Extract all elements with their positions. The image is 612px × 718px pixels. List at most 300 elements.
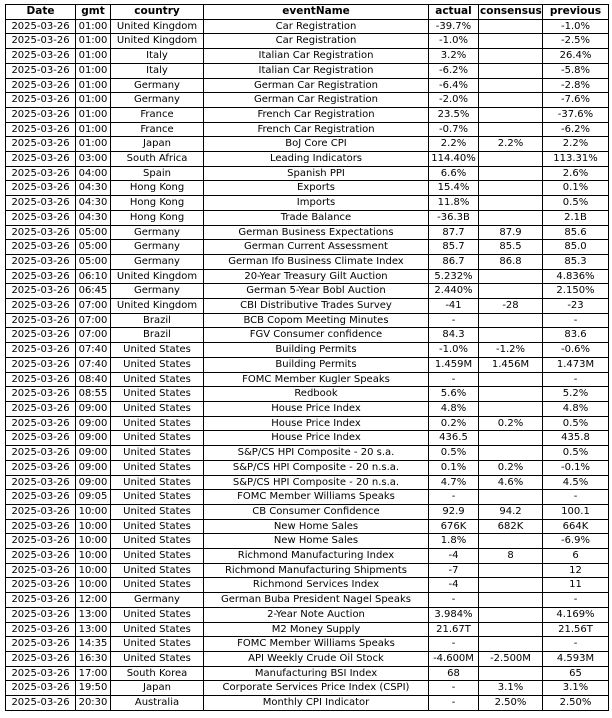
table-row xyxy=(6,696,609,711)
cell-date: 2025-03-26 xyxy=(6,372,76,387)
cell-consensus: 2.50% xyxy=(479,696,543,711)
cell-date: 2025-03-26 xyxy=(6,401,76,416)
cell-previous: - xyxy=(543,593,609,608)
cell-eventname: German Ifo Business Climate Index xyxy=(204,254,429,269)
cell-eventname: House Price Index xyxy=(204,416,429,431)
cell-actual: 3.984% xyxy=(429,607,479,622)
cell-gmt: 09:00 xyxy=(76,431,111,446)
cell-country: United States xyxy=(111,490,204,505)
cell-country: United States xyxy=(111,534,204,549)
cell-actual: -36.3B xyxy=(429,210,479,225)
cell-country: Japan xyxy=(111,681,204,696)
cell-gmt: 14:35 xyxy=(76,637,111,652)
cell-actual: 1.8% xyxy=(429,534,479,549)
cell-previous: 85.3 xyxy=(543,254,609,269)
cell-previous: 4.5% xyxy=(543,475,609,490)
cell-country: South Korea xyxy=(111,666,204,681)
table-row xyxy=(6,651,609,666)
cell-gmt: 01:00 xyxy=(76,78,111,93)
cell-date: 2025-03-26 xyxy=(6,254,76,269)
cell-consensus xyxy=(479,284,543,299)
cell-date: 2025-03-26 xyxy=(6,78,76,93)
cell-consensus: -1.2% xyxy=(479,343,543,358)
cell-eventname: Redbook xyxy=(204,387,429,402)
table-row xyxy=(6,93,609,108)
cell-eventname: CBI Distributive Trades Survey xyxy=(204,299,429,314)
cell-eventname: Building Permits xyxy=(204,343,429,358)
cell-actual: 676K xyxy=(429,519,479,534)
cell-gmt: 17:00 xyxy=(76,666,111,681)
cell-previous: 2.150% xyxy=(543,284,609,299)
cell-previous: 6 xyxy=(543,549,609,564)
cell-country: Australia xyxy=(111,696,204,711)
cell-actual: 0.2% xyxy=(429,416,479,431)
cell-actual: 4.8% xyxy=(429,401,479,416)
cell-previous: 664K xyxy=(543,519,609,534)
cell-date: 2025-03-26 xyxy=(6,63,76,78)
cell-consensus xyxy=(479,637,543,652)
cell-country: Italy xyxy=(111,63,204,78)
cell-eventname: FOMC Member Kugler Speaks xyxy=(204,372,429,387)
table-row xyxy=(6,299,609,314)
cell-gmt: 10:00 xyxy=(76,578,111,593)
column-header-consensus: consensus xyxy=(479,5,543,20)
cell-country: United States xyxy=(111,549,204,564)
cell-date: 2025-03-26 xyxy=(6,284,76,299)
cell-previous: 12 xyxy=(543,563,609,578)
cell-previous: 4.836% xyxy=(543,269,609,284)
cell-actual: -41 xyxy=(429,299,479,314)
cell-country: United States xyxy=(111,343,204,358)
cell-eventname: French Car Registration xyxy=(204,122,429,137)
cell-country: Brazil xyxy=(111,313,204,328)
cell-date: 2025-03-26 xyxy=(6,225,76,240)
cell-date: 2025-03-26 xyxy=(6,637,76,652)
cell-consensus: -28 xyxy=(479,299,543,314)
cell-consensus xyxy=(479,387,543,402)
cell-previous: 3.1% xyxy=(543,681,609,696)
cell-previous: 100.1 xyxy=(543,504,609,519)
cell-country: United States xyxy=(111,431,204,446)
cell-date: 2025-03-26 xyxy=(6,651,76,666)
cell-actual: 4.7% xyxy=(429,475,479,490)
cell-gmt: 01:00 xyxy=(76,137,111,152)
cell-actual: -1.0% xyxy=(429,343,479,358)
table-row xyxy=(6,401,609,416)
cell-gmt: 19:50 xyxy=(76,681,111,696)
cell-country: Japan xyxy=(111,137,204,152)
cell-country: Hong Kong xyxy=(111,210,204,225)
cell-eventname: German Car Registration xyxy=(204,78,429,93)
cell-gmt: 05:00 xyxy=(76,240,111,255)
cell-date: 2025-03-26 xyxy=(6,622,76,637)
cell-previous: - xyxy=(543,313,609,328)
cell-date: 2025-03-26 xyxy=(6,607,76,622)
cell-previous: 83.6 xyxy=(543,328,609,343)
cell-country: Hong Kong xyxy=(111,181,204,196)
cell-previous: 2.6% xyxy=(543,166,609,181)
cell-date: 2025-03-26 xyxy=(6,431,76,446)
cell-consensus xyxy=(479,607,543,622)
cell-gmt: 09:05 xyxy=(76,490,111,505)
table-row xyxy=(6,622,609,637)
table-row xyxy=(6,49,609,64)
cell-date: 2025-03-26 xyxy=(6,240,76,255)
cell-previous: 4.593M xyxy=(543,651,609,666)
cell-gmt: 10:00 xyxy=(76,563,111,578)
cell-gmt: 06:10 xyxy=(76,269,111,284)
cell-previous: -2.8% xyxy=(543,78,609,93)
cell-country: United States xyxy=(111,475,204,490)
cell-eventname: Richmond Manufacturing Shipments xyxy=(204,563,429,578)
cell-actual: 0.5% xyxy=(429,446,479,461)
cell-date: 2025-03-26 xyxy=(6,681,76,696)
cell-date: 2025-03-26 xyxy=(6,137,76,152)
table-row xyxy=(6,254,609,269)
cell-previous: -0.6% xyxy=(543,343,609,358)
cell-gmt: 20:30 xyxy=(76,696,111,711)
table-row xyxy=(6,78,609,93)
cell-eventname: API Weekly Crude Oil Stock xyxy=(204,651,429,666)
cell-actual: 5.6% xyxy=(429,387,479,402)
cell-country: United Kingdom xyxy=(111,299,204,314)
cell-consensus xyxy=(479,210,543,225)
cell-eventname: M2 Money Supply xyxy=(204,622,429,637)
cell-consensus xyxy=(479,534,543,549)
cell-date: 2025-03-26 xyxy=(6,534,76,549)
cell-previous: 21.56T xyxy=(543,622,609,637)
cell-gmt: 06:45 xyxy=(76,284,111,299)
cell-eventname: German Business Expectations xyxy=(204,225,429,240)
cell-actual: -4 xyxy=(429,549,479,564)
cell-actual: 68 xyxy=(429,666,479,681)
cell-previous: -6.9% xyxy=(543,534,609,549)
cell-consensus: 4.6% xyxy=(479,475,543,490)
cell-previous: 4.169% xyxy=(543,607,609,622)
cell-actual: 1.459M xyxy=(429,357,479,372)
cell-previous: - xyxy=(543,637,609,652)
cell-country: France xyxy=(111,122,204,137)
cell-consensus xyxy=(479,666,543,681)
cell-actual: - xyxy=(429,637,479,652)
cell-previous: 65 xyxy=(543,666,609,681)
cell-consensus xyxy=(479,401,543,416)
cell-gmt: 16:30 xyxy=(76,651,111,666)
cell-previous: 0.5% xyxy=(543,196,609,211)
table-row xyxy=(6,166,609,181)
cell-eventname: House Price Index xyxy=(204,401,429,416)
cell-gmt: 07:00 xyxy=(76,299,111,314)
cell-actual: -6.4% xyxy=(429,78,479,93)
cell-previous: 113.31% xyxy=(543,152,609,167)
cell-eventname: French Car Registration xyxy=(204,107,429,122)
cell-gmt: 09:00 xyxy=(76,446,111,461)
cell-gmt: 10:00 xyxy=(76,504,111,519)
cell-country: Brazil xyxy=(111,328,204,343)
cell-date: 2025-03-26 xyxy=(6,313,76,328)
cell-eventname: German Buba President Nagel Speaks xyxy=(204,593,429,608)
cell-actual: - xyxy=(429,490,479,505)
cell-eventname: Exports xyxy=(204,181,429,196)
cell-date: 2025-03-26 xyxy=(6,328,76,343)
cell-gmt: 01:00 xyxy=(76,19,111,34)
cell-previous: 4.8% xyxy=(543,401,609,416)
cell-country: United States xyxy=(111,622,204,637)
header-row xyxy=(6,5,609,20)
cell-actual: - xyxy=(429,313,479,328)
table-row xyxy=(6,107,609,122)
cell-country: United States xyxy=(111,504,204,519)
cell-consensus xyxy=(479,166,543,181)
cell-gmt: 05:00 xyxy=(76,225,111,240)
cell-eventname: 2-Year Note Auction xyxy=(204,607,429,622)
cell-previous: -5.8% xyxy=(543,63,609,78)
table-row xyxy=(6,284,609,299)
cell-previous: - xyxy=(543,490,609,505)
cell-eventname: Car Registration xyxy=(204,19,429,34)
table-body xyxy=(6,19,609,710)
cell-previous: -1.0% xyxy=(543,19,609,34)
table-row xyxy=(6,152,609,167)
cell-eventname: S&P/CS HPI Composite - 20 n.s.a. xyxy=(204,460,429,475)
cell-country: United Kingdom xyxy=(111,269,204,284)
cell-country: United States xyxy=(111,519,204,534)
cell-consensus xyxy=(479,578,543,593)
cell-eventname: FGV Consumer confidence xyxy=(204,328,429,343)
cell-consensus xyxy=(479,446,543,461)
cell-previous: 2.2% xyxy=(543,137,609,152)
column-header-previous: previous xyxy=(543,5,609,20)
cell-eventname: Corporate Services Price Index (CSPI) xyxy=(204,681,429,696)
cell-gmt: 10:00 xyxy=(76,519,111,534)
cell-previous: 2.1B xyxy=(543,210,609,225)
cell-previous: 26.4% xyxy=(543,49,609,64)
table-row xyxy=(6,475,609,490)
cell-date: 2025-03-26 xyxy=(6,475,76,490)
cell-gmt: 01:00 xyxy=(76,63,111,78)
cell-gmt: 07:00 xyxy=(76,328,111,343)
cell-previous: 5.2% xyxy=(543,387,609,402)
cell-previous: 2.50% xyxy=(543,696,609,711)
cell-eventname: 20-Year Treasury Gilt Auction xyxy=(204,269,429,284)
table-row xyxy=(6,563,609,578)
cell-gmt: 09:00 xyxy=(76,401,111,416)
cell-country: Hong Kong xyxy=(111,196,204,211)
cell-eventname: Trade Balance xyxy=(204,210,429,225)
cell-eventname: German Current Assessment xyxy=(204,240,429,255)
cell-actual: -2.0% xyxy=(429,93,479,108)
table-row xyxy=(6,666,609,681)
cell-country: United States xyxy=(111,446,204,461)
cell-actual: 86.7 xyxy=(429,254,479,269)
cell-eventname: FOMC Member Williams Speaks xyxy=(204,490,429,505)
cell-consensus xyxy=(479,181,543,196)
cell-country: United States xyxy=(111,607,204,622)
cell-previous: -7.6% xyxy=(543,93,609,108)
cell-actual: 2.440% xyxy=(429,284,479,299)
cell-previous: 85.6 xyxy=(543,225,609,240)
cell-date: 2025-03-26 xyxy=(6,34,76,49)
cell-previous: 0.5% xyxy=(543,446,609,461)
table-row xyxy=(6,681,609,696)
cell-actual: 92.9 xyxy=(429,504,479,519)
table-row xyxy=(6,269,609,284)
cell-country: United States xyxy=(111,460,204,475)
cell-date: 2025-03-26 xyxy=(6,122,76,137)
column-header-date: Date xyxy=(6,5,76,20)
cell-gmt: 04:30 xyxy=(76,196,111,211)
cell-consensus: 8 xyxy=(479,549,543,564)
cell-date: 2025-03-26 xyxy=(6,49,76,64)
cell-eventname: BCB Copom Meeting Minutes xyxy=(204,313,429,328)
cell-date: 2025-03-26 xyxy=(6,343,76,358)
cell-date: 2025-03-26 xyxy=(6,387,76,402)
cell-date: 2025-03-26 xyxy=(6,196,76,211)
cell-gmt: 12:00 xyxy=(76,593,111,608)
cell-previous: -2.5% xyxy=(543,34,609,49)
table-row xyxy=(6,225,609,240)
table-row xyxy=(6,490,609,505)
cell-previous: -0.1% xyxy=(543,460,609,475)
cell-actual: - xyxy=(429,593,479,608)
table-row xyxy=(6,63,609,78)
cell-gmt: 01:00 xyxy=(76,49,111,64)
cell-country: South Africa xyxy=(111,152,204,167)
cell-actual: 11.8% xyxy=(429,196,479,211)
cell-previous: 435.8 xyxy=(543,431,609,446)
cell-actual: -0.7% xyxy=(429,122,479,137)
cell-date: 2025-03-26 xyxy=(6,549,76,564)
cell-gmt: 07:00 xyxy=(76,313,111,328)
cell-eventname: Richmond Manufacturing Index xyxy=(204,549,429,564)
table-row xyxy=(6,240,609,255)
cell-date: 2025-03-26 xyxy=(6,299,76,314)
cell-eventname: German Car Registration xyxy=(204,93,429,108)
cell-previous: 0.5% xyxy=(543,416,609,431)
cell-country: Germany xyxy=(111,240,204,255)
cell-country: France xyxy=(111,107,204,122)
cell-date: 2025-03-26 xyxy=(6,666,76,681)
table-row xyxy=(6,593,609,608)
cell-gmt: 03:00 xyxy=(76,152,111,167)
cell-date: 2025-03-26 xyxy=(6,416,76,431)
cell-date: 2025-03-26 xyxy=(6,269,76,284)
cell-country: United States xyxy=(111,637,204,652)
cell-actual: -39.7% xyxy=(429,19,479,34)
cell-gmt: 04:30 xyxy=(76,181,111,196)
cell-gmt: 10:00 xyxy=(76,549,111,564)
cell-actual: 23.5% xyxy=(429,107,479,122)
cell-eventname: Imports xyxy=(204,196,429,211)
cell-eventname: New Home Sales xyxy=(204,534,429,549)
cell-date: 2025-03-26 xyxy=(6,519,76,534)
table-row xyxy=(6,181,609,196)
cell-date: 2025-03-26 xyxy=(6,578,76,593)
cell-actual: 5.232% xyxy=(429,269,479,284)
cell-eventname: New Home Sales xyxy=(204,519,429,534)
cell-date: 2025-03-26 xyxy=(6,166,76,181)
cell-country: United States xyxy=(111,357,204,372)
table-row xyxy=(6,34,609,49)
cell-country: Germany xyxy=(111,254,204,269)
cell-date: 2025-03-26 xyxy=(6,93,76,108)
table-row xyxy=(6,549,609,564)
cell-country: Germany xyxy=(111,93,204,108)
cell-consensus: 87.9 xyxy=(479,225,543,240)
table-row xyxy=(6,519,609,534)
cell-gmt: 04:30 xyxy=(76,210,111,225)
cell-actual: -4 xyxy=(429,578,479,593)
table-row xyxy=(6,357,609,372)
cell-consensus xyxy=(479,78,543,93)
cell-consensus: 682K xyxy=(479,519,543,534)
cell-eventname: Manufacturing BSI Index xyxy=(204,666,429,681)
cell-consensus xyxy=(479,328,543,343)
cell-date: 2025-03-26 xyxy=(6,593,76,608)
cell-gmt: 09:00 xyxy=(76,416,111,431)
cell-date: 2025-03-26 xyxy=(6,490,76,505)
cell-previous: 1.473M xyxy=(543,357,609,372)
table-row xyxy=(6,210,609,225)
cell-date: 2025-03-26 xyxy=(6,107,76,122)
cell-date: 2025-03-26 xyxy=(6,19,76,34)
cell-consensus xyxy=(479,34,543,49)
cell-eventname: CB Consumer Confidence xyxy=(204,504,429,519)
cell-country: Germany xyxy=(111,78,204,93)
table-row xyxy=(6,196,609,211)
cell-gmt: 08:55 xyxy=(76,387,111,402)
cell-country: United States xyxy=(111,372,204,387)
cell-consensus: 3.1% xyxy=(479,681,543,696)
cell-previous: -6.2% xyxy=(543,122,609,137)
cell-consensus: 0.2% xyxy=(479,460,543,475)
cell-country: Spain xyxy=(111,166,204,181)
table-row xyxy=(6,19,609,34)
cell-consensus: 0.2% xyxy=(479,416,543,431)
column-header-eventname: eventName xyxy=(204,5,429,20)
cell-gmt: 01:00 xyxy=(76,107,111,122)
cell-date: 2025-03-26 xyxy=(6,152,76,167)
cell-previous: -23 xyxy=(543,299,609,314)
table-row xyxy=(6,137,609,152)
cell-consensus: 86.8 xyxy=(479,254,543,269)
cell-eventname: S&P/CS HPI Composite - 20 n.s.a. xyxy=(204,475,429,490)
economic-calendar-table xyxy=(5,4,609,711)
cell-country: United States xyxy=(111,387,204,402)
cell-date: 2025-03-26 xyxy=(6,504,76,519)
table-row xyxy=(6,460,609,475)
cell-consensus xyxy=(479,372,543,387)
table-row xyxy=(6,637,609,652)
cell-actual: 87.7 xyxy=(429,225,479,240)
cell-country: United Kingdom xyxy=(111,19,204,34)
cell-date: 2025-03-26 xyxy=(6,460,76,475)
table-row xyxy=(6,607,609,622)
cell-consensus: 94.2 xyxy=(479,504,543,519)
cell-consensus: 1.456M xyxy=(479,357,543,372)
table-row xyxy=(6,122,609,137)
cell-gmt: 07:40 xyxy=(76,343,111,358)
cell-gmt: 13:00 xyxy=(76,607,111,622)
cell-previous: 85.0 xyxy=(543,240,609,255)
cell-actual: 114.40% xyxy=(429,152,479,167)
cell-eventname: BoJ Core CPI xyxy=(204,137,429,152)
cell-actual: - xyxy=(429,696,479,711)
cell-actual: 85.7 xyxy=(429,240,479,255)
cell-country: Germany xyxy=(111,593,204,608)
column-header-country: country xyxy=(111,5,204,20)
cell-eventname: S&P/CS HPI Composite - 20 s.a. xyxy=(204,446,429,461)
